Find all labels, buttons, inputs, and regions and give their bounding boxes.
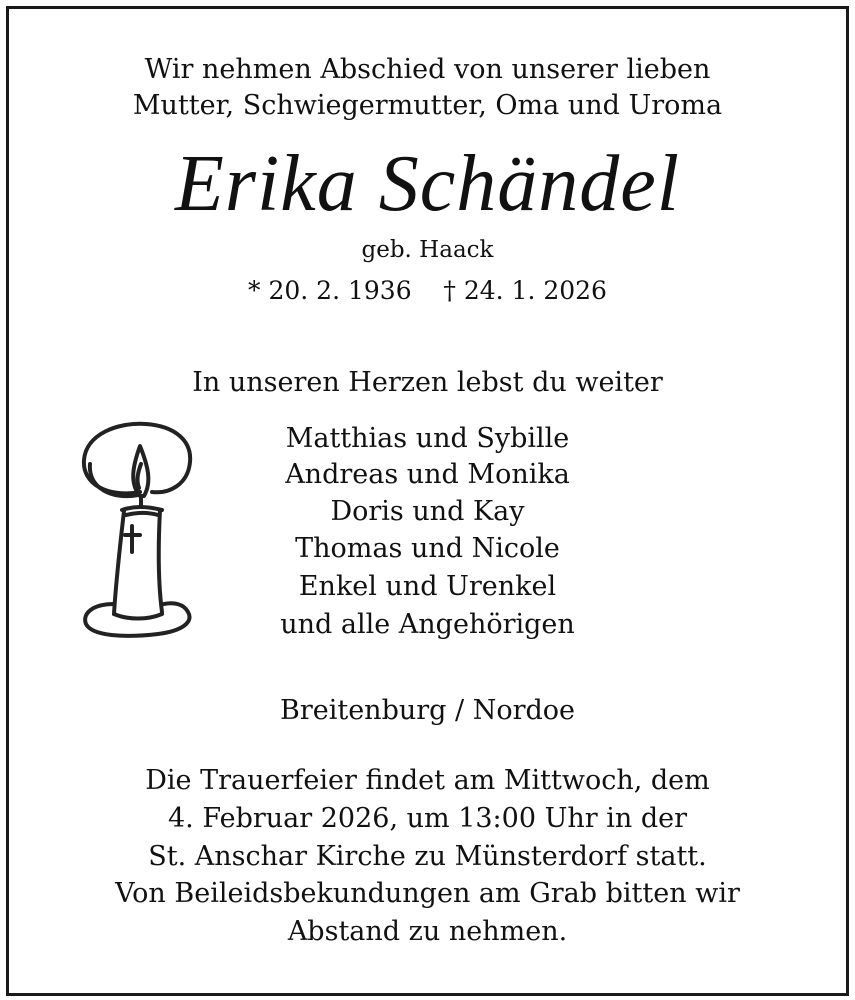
intro-line-2: Mutter, Schwiegermutter, Oma und Uroma <box>132 90 723 121</box>
funeral-line: 4. Februar 2026, um 13:00 Uhr in der <box>168 803 687 834</box>
funeral-line: Von Beileidsbekundungen am Grab bitten wir <box>115 878 740 909</box>
intro-line-1: Wir nehmen Abschied von unserer lieben <box>144 54 711 85</box>
location: Breitenburg / Nordoe <box>279 695 575 726</box>
funeral-line: Die Trauerfeier findet am Mittwoch, dem <box>145 765 710 796</box>
mourner-line: Enkel und Urenkel <box>298 571 557 602</box>
funeral-line: Abstand zu nehmen. <box>287 916 568 947</box>
mourner-line: Matthias und Sybille <box>285 423 570 454</box>
funeral-line: St. Anschar Kirche zu Münsterdorf statt. <box>148 841 707 872</box>
life-dates: * 20. 2. 1936 † 24. 1. 2026 <box>248 276 607 305</box>
motto: In unseren Herzen lebst du weiter <box>192 367 663 398</box>
mourner-line: und alle Angehörigen <box>280 609 575 640</box>
deceased-name: Erika Schändel <box>175 140 680 228</box>
mourner-line: Doris und Kay <box>330 496 525 527</box>
mourner-line: Thomas und Nicole <box>295 533 560 564</box>
birth-name: geb. Haack <box>361 237 494 263</box>
mourner-line: Andreas und Monika <box>285 459 570 490</box>
